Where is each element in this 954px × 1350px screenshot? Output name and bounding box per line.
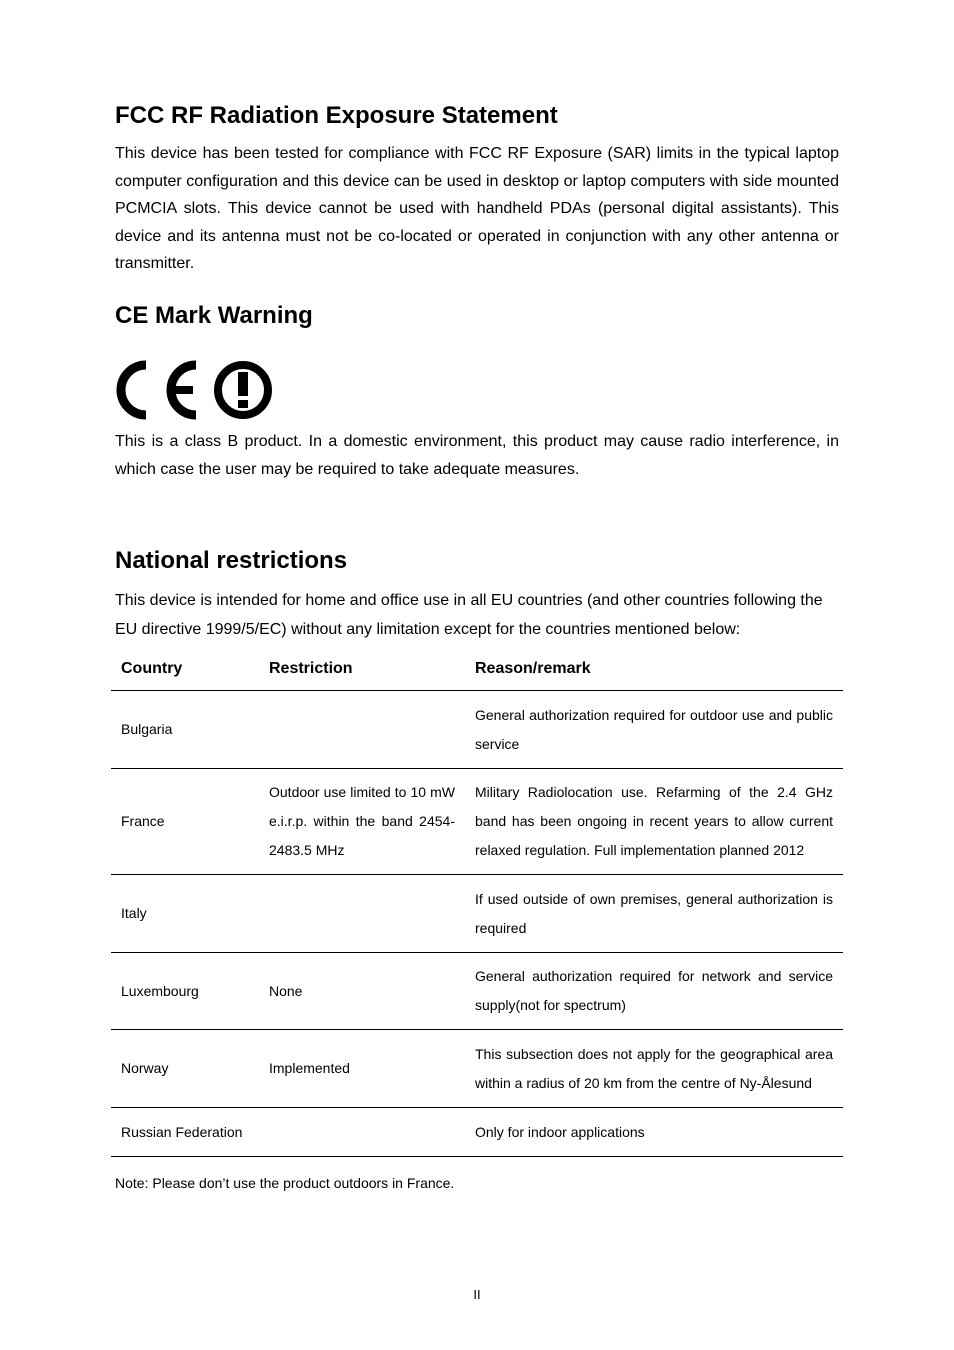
page-number: II xyxy=(473,1287,481,1302)
reason-cell: Only for indoor applications xyxy=(465,1108,843,1157)
column-header-country: Country xyxy=(111,648,259,691)
table-row xyxy=(111,953,843,1030)
national-body: This device is intended for home and office use in all EU countries (and other countries following the EU directive 1999/5/EC) without any limitation except for the countries mentioned below: xyxy=(115,592,823,638)
france-note: Note: Please don’t use the product outdoors in France. xyxy=(115,1175,455,1191)
restriction-cell: Outdoor use limited to 10 mW e.i.r.p. within the band 2454-2483.5 MHz xyxy=(259,769,465,875)
restriction-cell: Implemented xyxy=(259,1030,465,1108)
fcc-heading: FCC RF Radiation Exposure Statement xyxy=(115,102,558,129)
table-header-row xyxy=(111,648,843,691)
table-row xyxy=(111,875,843,953)
country-cell: Bulgaria xyxy=(111,691,259,769)
reason-cell: This subsection does not apply for the geographical area within a radius of 20 km from the centre of Ny-Ålesund xyxy=(465,1030,843,1108)
restriction-cell xyxy=(259,1108,465,1157)
national-heading: National restrictions xyxy=(115,547,348,574)
column-header-restriction: Restriction xyxy=(259,648,465,691)
country-cell: Luxembourg xyxy=(111,953,259,1030)
column-header-reason: Reason/remark xyxy=(465,648,843,691)
restrictions-table xyxy=(111,648,843,1157)
ce-heading: CE Mark Warning xyxy=(115,302,313,329)
table-row xyxy=(111,691,843,769)
country-cell: Italy xyxy=(111,875,259,953)
reason-cell: General authorization required for outdoor use and public service xyxy=(465,691,843,769)
reason-cell: General authorization required for network and service supply(not for spectrum) xyxy=(465,953,843,1030)
ce-mark-logo xyxy=(113,356,275,424)
ce-c-letter xyxy=(121,365,146,415)
table-row xyxy=(111,769,843,875)
country-cell: France xyxy=(111,769,259,875)
country-cell: Russian Federation xyxy=(111,1108,259,1157)
reason-cell: If used outside of own premises, general authorization is required xyxy=(465,875,843,953)
exclamation-circle-icon xyxy=(218,365,268,415)
restriction-cell: None xyxy=(259,953,465,1030)
fcc-body: This device has been tested for compliance with FCC RF Exposure (SAR) limits in the typical laptop computer configuration and this device can be used in desktop or laptop computers with side mounted PCMCIA slots. This device cannot be used with handheld PDAs (personal digital assistants). This device and its antenna must not be co-located or operated in conjunction with any other antenna or transmitter. xyxy=(115,145,839,272)
restriction-cell xyxy=(259,691,465,769)
table-row xyxy=(111,1030,843,1108)
restriction-cell xyxy=(259,875,465,953)
country-cell: Norway xyxy=(111,1030,259,1108)
reason-cell: Military Radiolocation use. Refarming of the 2.4 GHz band has been ongoing in recent years to allow current relaxed regulation. Full implementation planned 2012 xyxy=(465,769,843,875)
ce-body: This is a class B product. In a domestic environment, this product may cause radio interference, in which case the user may be required to take adequate measures. xyxy=(115,433,839,478)
table-row xyxy=(111,1108,843,1157)
